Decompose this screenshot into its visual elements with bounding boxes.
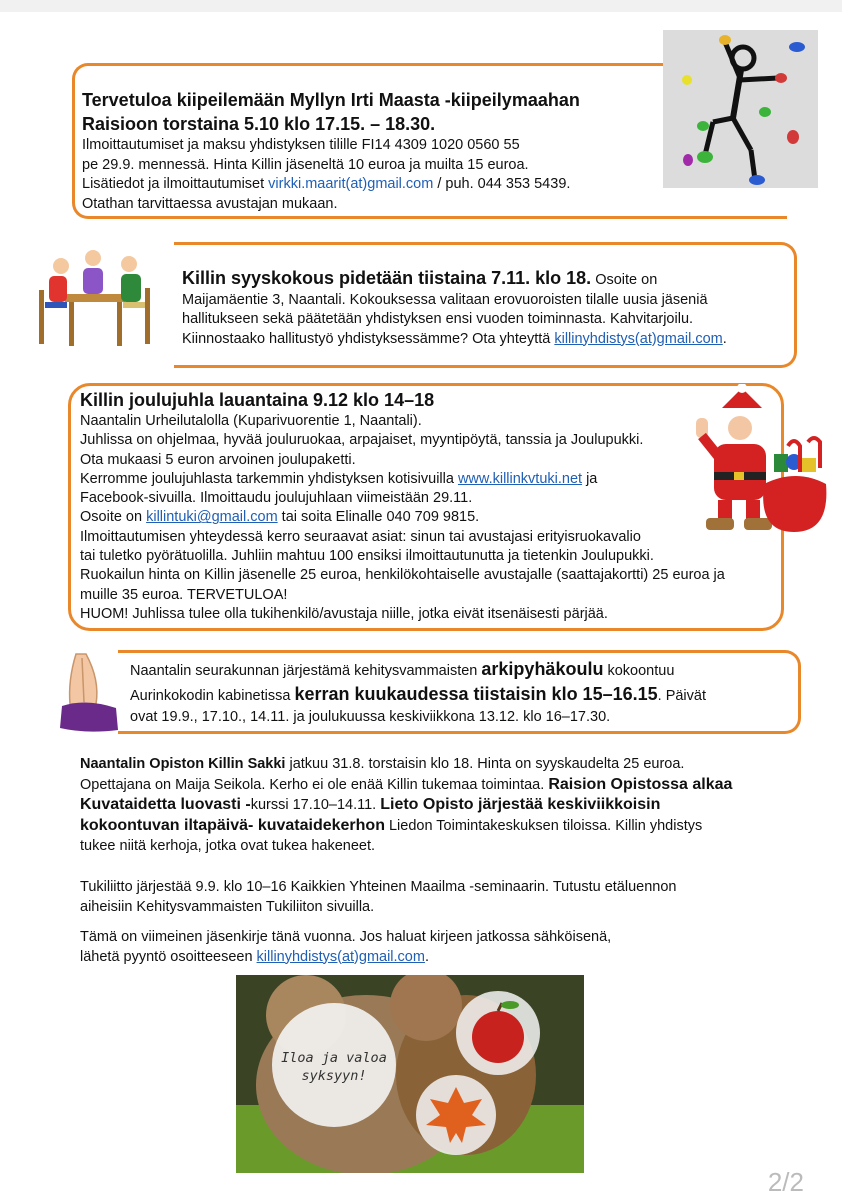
christmas-line-6: Osoite on killintuki@gmail.com tai soita Elinalle 040 709 9815. [80, 509, 480, 526]
christmas-line-1: Naantalin Urheilutalolla (Kuparivuorentie 1, Naantali). [80, 413, 422, 429]
meeting-line-1: Maijamäentie 3, Naantali. Kokouksessa valitaan erovuoroisten tilalle uusia jäseniä [182, 291, 708, 308]
meeting-title-line: Killin syyskokous pidetään tiistaina 7.11. klo 18. Osoite on [182, 268, 658, 288]
meeting-title: Killin syyskokous pidetään tiistaina 7.11. klo 18. [182, 268, 592, 288]
christmas-text [80, 388, 780, 624]
climbing-line-2: pe 29.9. mennessä. Hinta Killin jäseneltä 10 euroa ja muilta 15 euroa. [82, 156, 529, 173]
climbing-line-4: Otathan tarvittaessa avustajan mukaan. [82, 195, 338, 212]
sunday-line-3: ovat 19.9., 17.10., 14.11. ja joulukuussa keskiviikkona 13.12. klo 16–17.30. [130, 709, 611, 725]
newsletter-paragraph: Tämä on viimeinen jäsenkirje tänä vuonna. Jos haluat kirjeen jatkossa sähköisenä, lähetä pyyntö osoitteeseen killinyhdistys(at)gmail.com. [80, 929, 612, 965]
christmas-line-2: Juhlissa on ohjelmaa, hyvää jouluruokaa, arpajaiset, myyntipöytä, tanssia ja Joulupukki. [80, 432, 644, 449]
climbing-title-1: Tervetuloa kiipeilemään Myllyn Irti Maasta -kiipeilymaahan [82, 90, 580, 110]
card-greeting-line-1: Iloa ja valoa [281, 1050, 387, 1066]
page-number: 2/2 [767, 1167, 804, 1197]
christmas-email-link[interactable]: killintuki@gmail.com [146, 509, 278, 526]
viewer-top-bar [0, 0, 842, 12]
meeting-people-image [35, 246, 155, 352]
meeting-text [182, 266, 782, 349]
killin-sakki-name: Naantalin Opiston Killin Sakki [80, 756, 286, 772]
christmas-line-7: Ilmoittautumisen yhteydessä kerro seuraavat asiat: sinun tai avustajasi erityisruokavalio [80, 528, 641, 545]
christmas-line-4: Kerromme joulujuhlasta tarkemmin yhdistyksen kotisivuilla www.killinkvtuki.net ja [80, 470, 598, 487]
meeting-line-2: hallitukseen sekä päätetään yhdistyksen ensi vuoden toiminnasta. Kahvitarjoilu. [182, 311, 694, 327]
climbing-wall-image [663, 30, 818, 188]
climbing-text [82, 88, 662, 214]
climbing-email-link[interactable]: virkki.maarit(at)gmail.com [268, 176, 434, 192]
sunday-schedule: kerran kuukaudessa tiistaisin klo 15–16.15 [294, 684, 658, 704]
christmas-line-8: tai tuletko pyörätuolilla. Juhliin mahtuu 100 ensiksi ilmoittautunutta ja tietenkin Joulupukki. [80, 548, 654, 565]
climbing-title-2: Raisioon torstaina 5.10 klo 17.15. – 18.30. [82, 114, 436, 134]
meeting-line-3: Kiinnostaako hallitustyö yhdistyksessämme? Ota yhteyttä killinyhdistys(at)gmail.com. [182, 330, 727, 347]
sunday-school-name: arkipyhäkoulu [481, 659, 604, 679]
newsletter-email-link[interactable]: killinyhdistys(at)gmail.com [256, 948, 425, 965]
christmas-line-11: HUOM! Juhlissa tulee olla tukihenkilö/avustaja niille, jotka eivät itsenäisesti pärjää. [80, 605, 608, 622]
praying-hands-image [56, 650, 120, 734]
website-link[interactable]: www.killinkvtuki.net [457, 470, 583, 487]
christmas-line-10: muille 35 euroa. TERVETULOA! [80, 586, 288, 603]
christmas-title: Killin joulujuhla lauantaina 9.12 klo 14–18 [80, 390, 435, 410]
sunday-school-text [130, 657, 790, 728]
courses-paragraph: Naantalin Opiston Killin Sakki jatkuu 31.8. torstaisin klo 18. Hinta on syyskaudelta 25 euroa. Opettajana on Maija Seikola. Kerho ei ole enää Killin tukemaa toimintaa. Raision Opistossa alkaa Kuvataidetta luovasti -kurssi 17.10–14.11. Lieto Opisto järjestää keskiviikkoisin kokoontuvan iltapäivä- kuvataidekerhon Liedon Toimintakeskuksen tiloissa. Killin yhdistys tukee niitä kerhoja, jotka ovat tukea hakeneet. [80, 756, 733, 854]
christmas-line-3: Ota mukaasi 5 euron arvoinen joulupaketti. [80, 451, 356, 468]
seminar-paragraph: Tukiliitto järjestää 9.9. klo 10–16 Kaikkien Yhteinen Maailma -seminaarin. Tutustu etäluennon aiheisiin Kehitysvammaisten Tukiliiton sivuilla. [80, 879, 677, 915]
christmas-line-5: Facebook-sivuilla. Ilmoittaudu joulujuhlaan viimeistään 29.11. [80, 490, 473, 507]
meeting-email-link[interactable]: killinyhdistys(at)gmail.com [554, 330, 723, 347]
climbing-line-1: Ilmoittautumiset ja maksu yhdistyksen tilille FI14 4309 1020 0560 55 [82, 137, 520, 153]
card-greeting-line-2: syksyyn! [301, 1068, 367, 1084]
sunday-line-2: Aurinkokodin kabinetissa kerran kuukaudessa tiistaisin klo 15–16.15. Päivät [130, 684, 706, 704]
autumn-card-image [236, 975, 584, 1173]
climbing-line-3: Lisätiedot ja ilmoittautumiset virkki.maarit(at)gmail.com / puh. 044 353 5439. [82, 176, 571, 192]
christmas-line-9: Ruokailun hinta on Killin jäsenelle 25 euroa, henkilökohtaiselle avustajalle (saattajakortti) 25 euroa ja [80, 567, 725, 584]
sunday-line-1: Naantalin seurakunnan järjestämä kehitysvammaisten arkipyhäkoulu kokoontuu [130, 659, 675, 679]
santa-claus-image [690, 384, 832, 536]
